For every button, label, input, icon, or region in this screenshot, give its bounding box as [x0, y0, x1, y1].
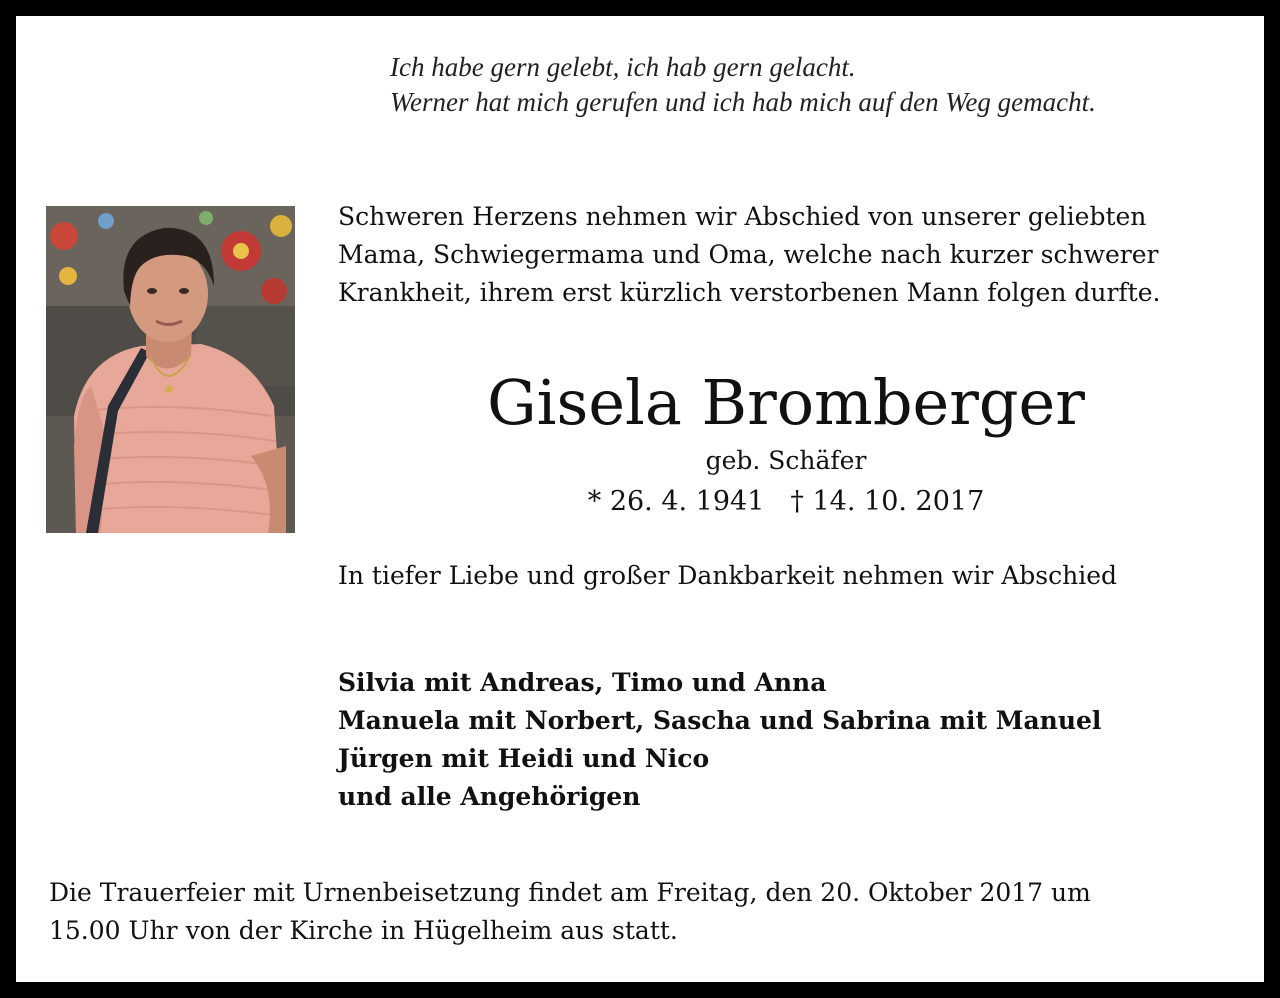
memorial-verse [390, 50, 1096, 120]
verse-line: Werner hat mich gerufen und ich hab mich auf den Weg gemacht. [390, 87, 1096, 117]
obituary-notice [16, 16, 1264, 982]
mourners-list [338, 664, 1101, 816]
intro-line: Mama, Schwiegermama und Oma, welche nach kurzer schwerer [338, 240, 1159, 269]
birth-date: * 26. 4. 1941 [587, 486, 765, 517]
deceased-name: Gisela Bromberger [487, 366, 1085, 439]
mourner-line: Jürgen mit Heidi und Nico [338, 744, 710, 773]
mourner-line: und alle Angehörigen [338, 782, 641, 811]
intro-line: Schweren Herzens nehmen wir Abschied von unserer geliebten [338, 202, 1147, 231]
death-date: † 14. 10. 2017 [790, 486, 985, 517]
maiden-name: geb. Schäfer [705, 446, 867, 475]
funeral-line: Die Trauerfeier mit Urnenbeisetzung findet am Freitag, den 20. Oktober 2017 um [49, 878, 1091, 907]
verse-line: Ich habe gern gelebt, ich hab gern gelacht. [390, 52, 856, 82]
life-dates [338, 482, 1234, 522]
mourner-line: Manuela mit Norbert, Sascha und Sabrina mit Manuel [338, 706, 1102, 735]
mourner-line: Silvia mit Andreas, Timo und Anna [338, 668, 827, 697]
funeral-information [49, 874, 1091, 950]
funeral-line: 15.00 Uhr von der Kirche in Hügelheim aus statt. [49, 916, 678, 945]
intro-text [338, 198, 1238, 312]
portrait-photo [46, 206, 295, 533]
intro-line: Krankheit, ihrem erst kürzlich verstorbenen Mann folgen durfte. [338, 278, 1161, 307]
farewell-line: In tiefer Liebe und großer Dankbarkeit nehmen wir Abschied [338, 561, 1118, 590]
